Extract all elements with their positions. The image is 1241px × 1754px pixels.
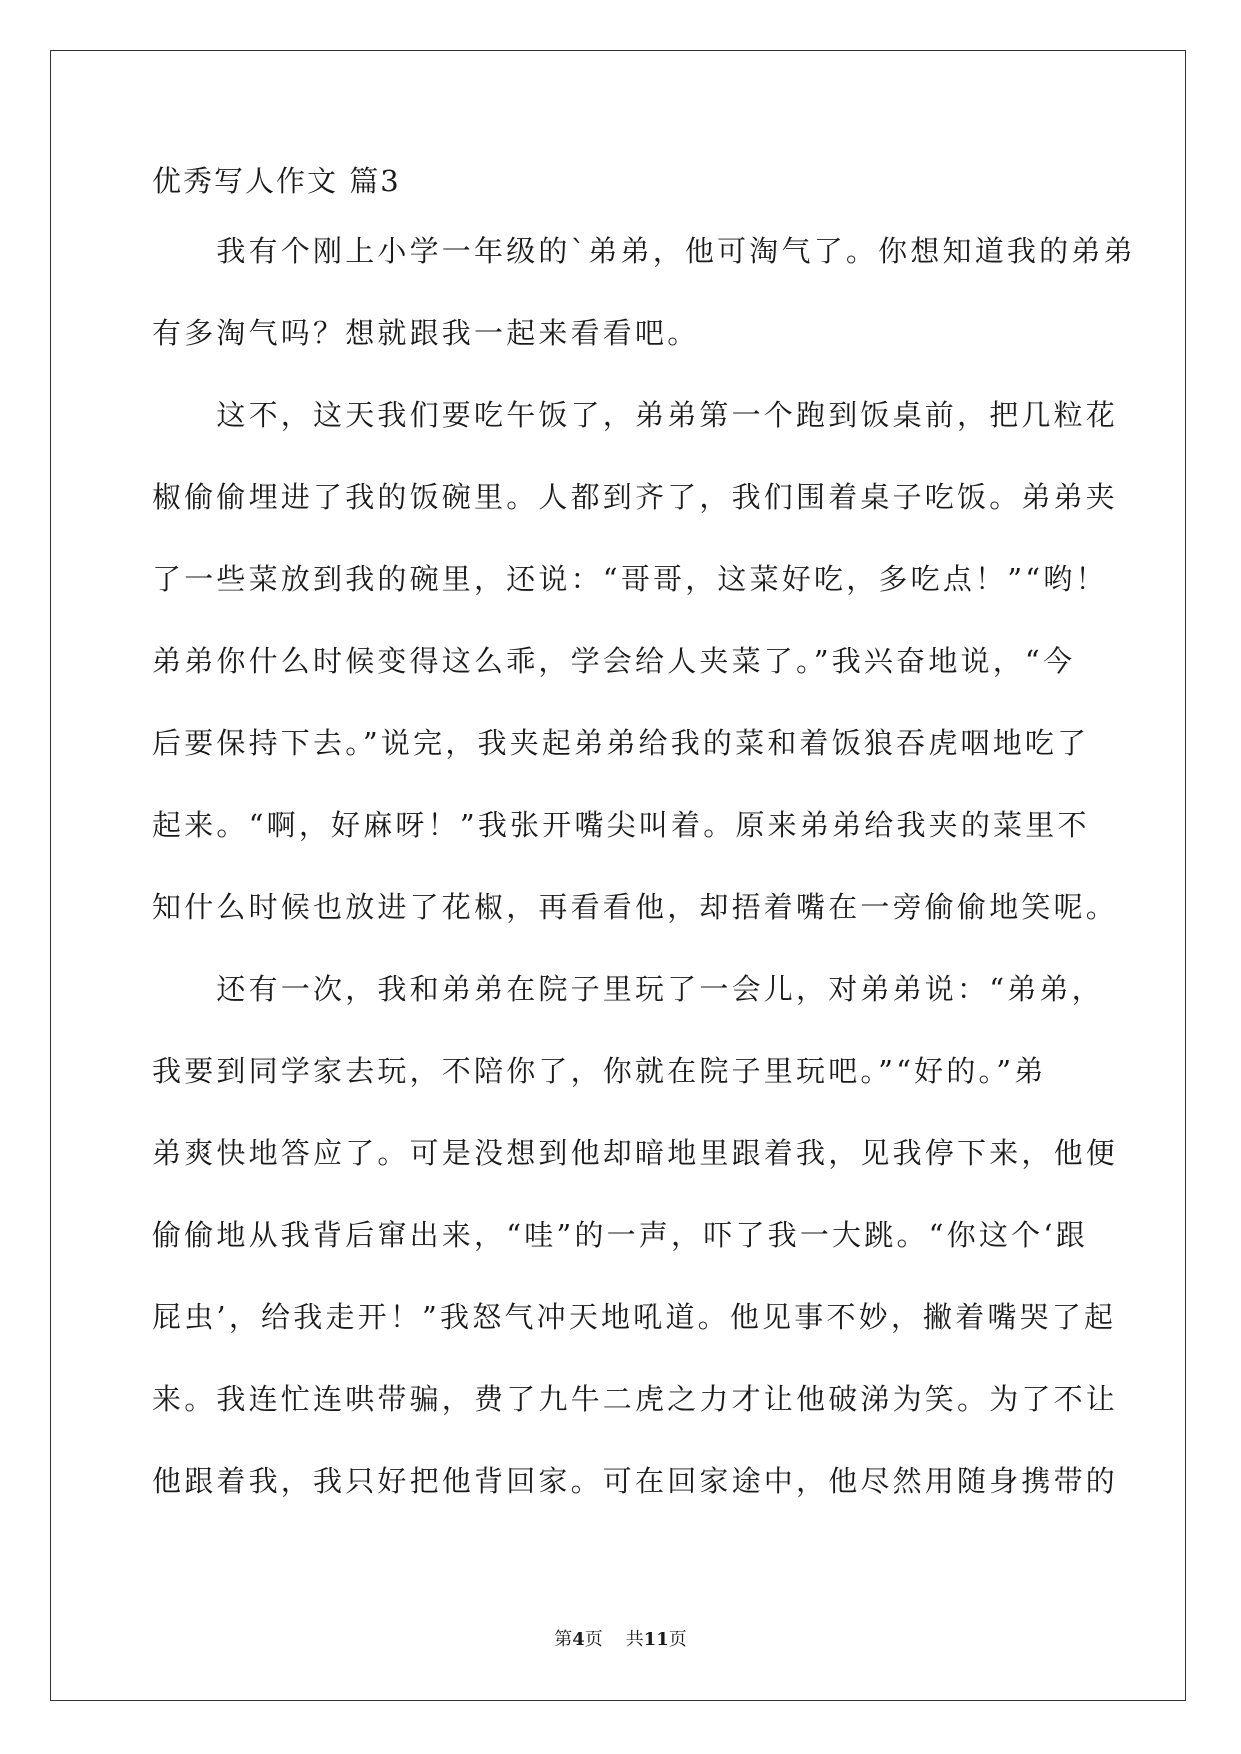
text-line: 这不，这天我们要吃午饭了，弟弟第一个跑到饭桌前，把几粒花 xyxy=(152,398,1119,432)
text-line: 我要到同学家去玩，不陪你了，你就在院子里玩吧。”“好的。”弟 xyxy=(152,1054,1047,1088)
text-line: 偷偷地从我背后窜出来，“哇”的一声，吓了我一大跳。“你这个‘跟 xyxy=(152,1218,1088,1252)
text-line: 知什么时候也放进了花椒，再看看他，却捂着嘴在一旁偷偷地笑呢。 xyxy=(152,890,1119,924)
footer-total-unit: 页 xyxy=(668,1629,687,1650)
text-line: 了一些菜放到我的碗里，还说：“哥哥，这菜好吃，多吃点！”“哟！ xyxy=(152,562,1108,596)
text-line: 后要保持下去。”说完，我夹起弟弟给我的菜和着饭狼吞虎咽地吃了 xyxy=(152,726,1090,760)
text-line: 他跟着我，我只好把他背回家。可在回家途中，他尽然用随身携带的 xyxy=(152,1464,1119,1498)
text-line: 椒偷偷埋进了我的饭碗里。人都到齐了，我们围着桌子吃饭。弟弟夹 xyxy=(152,480,1119,514)
document-body xyxy=(152,160,1136,1542)
text-line: 有多淘气吗？想就跟我一起来看看吧。 xyxy=(152,316,700,350)
text-line: 我有个刚上小学一年级的`弟弟，他可淘气了。你想知道我的弟弟 xyxy=(152,234,1136,268)
essay-text xyxy=(152,230,1136,1542)
page-footer xyxy=(0,1628,1241,1652)
text-line: 还有一次，我和弟弟在院子里玩了一会儿，对弟弟说：“弟弟， xyxy=(152,972,1104,1006)
total-page-count: 11 xyxy=(643,1629,669,1650)
text-line: 屁虫’，给我走开！”我怒气冲天地吼道。他见事不妙，撇着嘴哭了起 xyxy=(152,1300,1117,1334)
essay-title: 优秀写人作文 篇3 xyxy=(152,164,401,198)
text-line: 弟弟你什么时候变得这么乖，学会给人夹菜了。”我兴奋地说，“今 xyxy=(152,644,1076,678)
text-line: 弟爽快地答应了。可是没想到他却暗地里跟着我，见我停下来，他便 xyxy=(152,1136,1119,1170)
footer-total-prefix: 共 xyxy=(625,1629,644,1650)
text-line: 来。我连忙连哄带骗，费了九牛二虎之力才让他破涕为笑。为了不让 xyxy=(152,1382,1119,1416)
footer-page-unit: 页 xyxy=(584,1629,603,1650)
current-page-number: 4 xyxy=(572,1629,585,1650)
footer-prefix: 第 xyxy=(554,1629,573,1650)
text-line: 起来。“啊，好麻呀！”我张开嘴尖叫着。原来弟弟给我夹的菜里不 xyxy=(152,808,1090,842)
